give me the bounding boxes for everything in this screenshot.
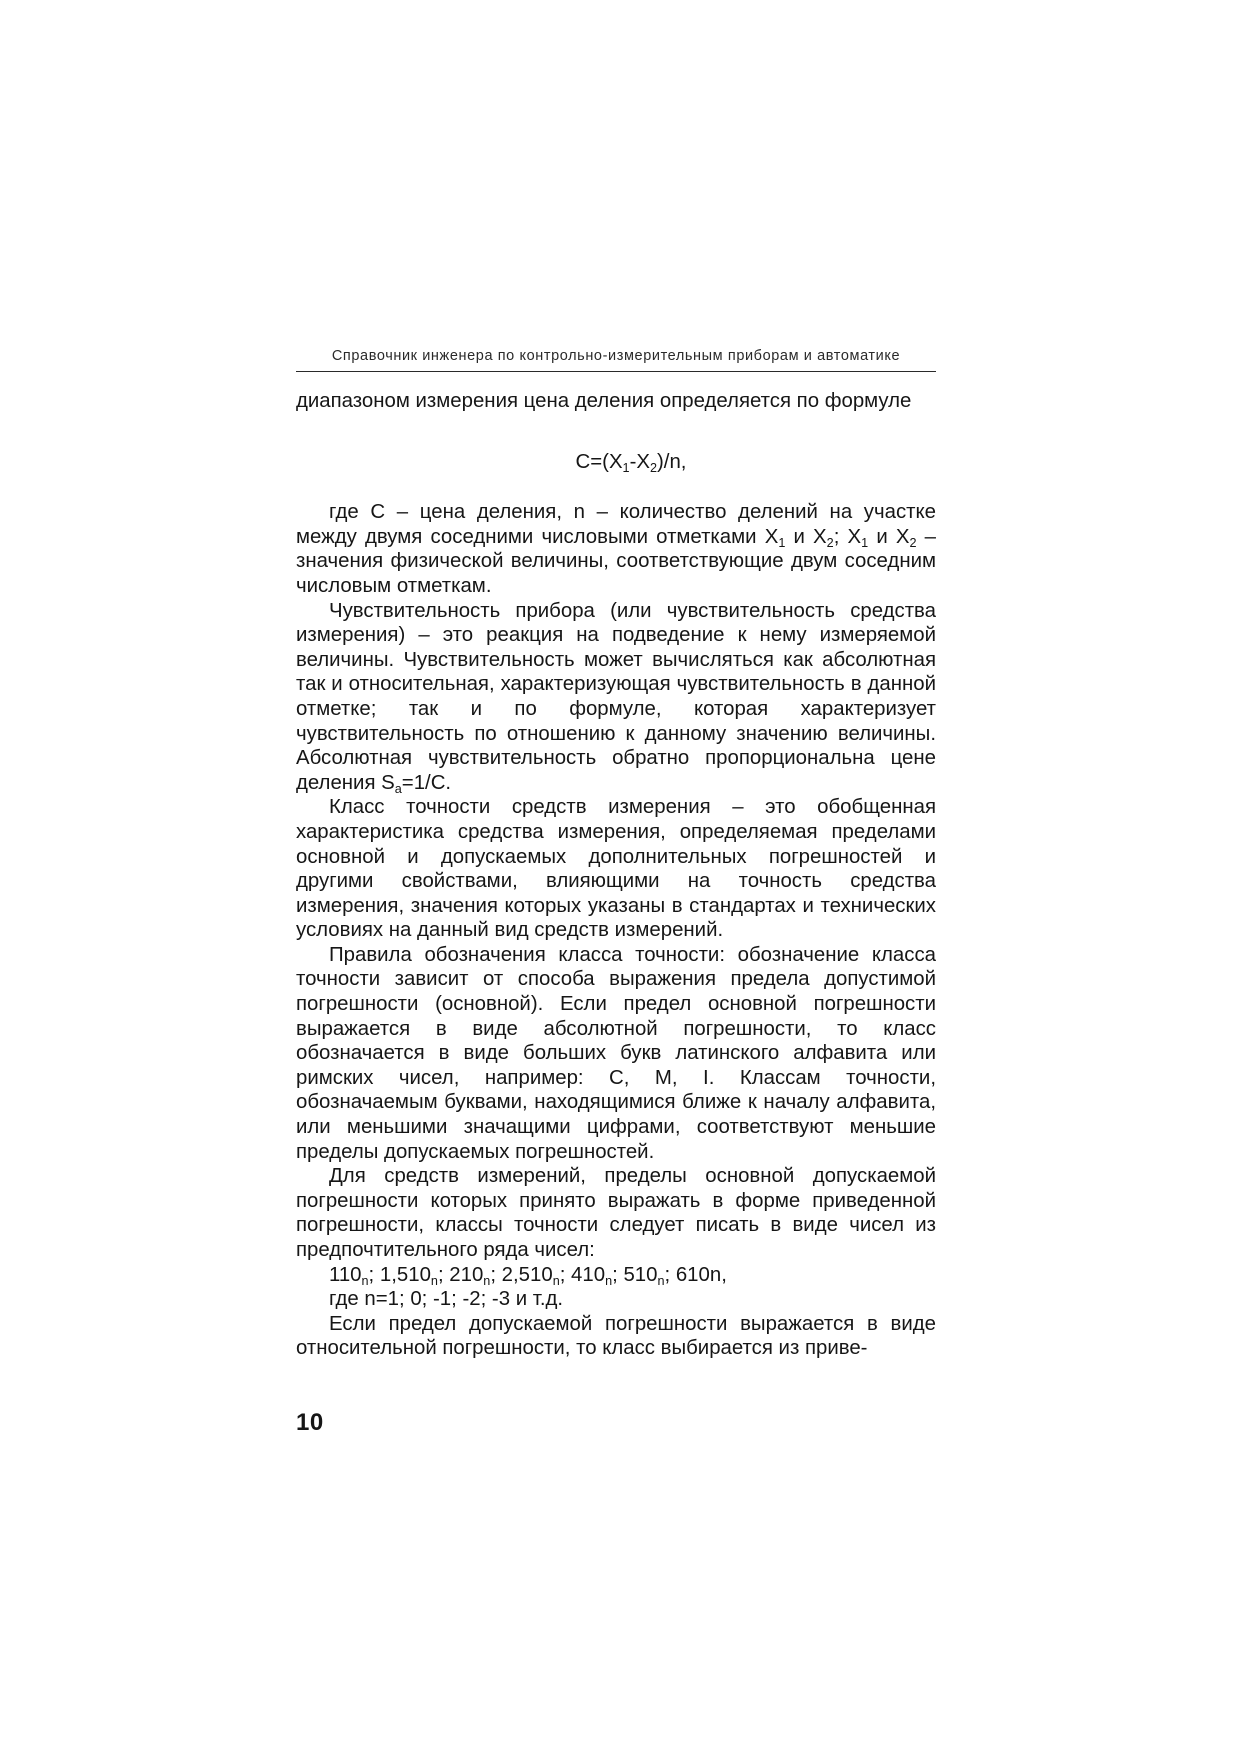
subscript: n xyxy=(361,1273,369,1288)
text-run: – значения физической величины, соответствующие двум соседним числовым отметкам. xyxy=(296,525,936,597)
subscript: n xyxy=(552,1273,560,1288)
formula-part: -X xyxy=(629,450,650,473)
subscript: n xyxy=(430,1273,438,1288)
text-run: Чувствительность прибора (или чувствительность средства измерения) – это реакция на подведение к нему измеряемой величины. Чувствительность может вычисляться как абсолютная так и относительная, характеризующая чувствительность в данной отметке; так и по формуле, которая характеризует чувствительность по отношению к данному значению величины. Абсолютная чувствительность обратно пропорциональна цене деления S xyxy=(296,599,936,794)
series-value: ; 1,510 xyxy=(368,1263,431,1286)
text-run: и X xyxy=(868,525,910,548)
subscript: 2 xyxy=(909,535,917,550)
designation-rules-paragraph: Правила обозначения класса точности: обозначение класса точности зависит от способа выражения предела допустимой погрешности (основной). Если предел основной погрешности выражается в виде абсолютной погрешности, то класс обозначается в виде больших букв латинского алфавита или римских чисел, например: C, M, I. Классам точности, обозначаемым буквами, находящимися ближе к началу алфавита, или меньшими значащими цифрами, соответствуют меньшие пределы допускаемых погрешностей. xyxy=(296,943,936,1163)
subscript: n xyxy=(605,1273,613,1288)
subscript: a xyxy=(394,781,402,796)
sensitivity-paragraph xyxy=(296,599,936,796)
formula-subscript: 2 xyxy=(649,460,657,475)
series-value: ; 2,510 xyxy=(490,1263,553,1286)
text-run: и X xyxy=(785,525,827,548)
subscript: n xyxy=(483,1273,491,1288)
text-run: ; X xyxy=(833,525,862,548)
subscript: 1 xyxy=(861,535,869,550)
subscript: 2 xyxy=(826,535,834,550)
text-run: =1/C. xyxy=(401,771,452,794)
body-text xyxy=(296,389,936,1361)
formula-part: C=(X xyxy=(575,450,623,473)
intro-paragraph: диапазоном измерения цена деления определяется по формуле xyxy=(296,390,912,412)
page-number: 10 xyxy=(296,1409,324,1436)
reduced-error-paragraph: Для средств измерений, пределы основной допускаемой погрешности которых принято выражать в форме приведенной погрешности, классы точности следует писать в виде чисел из предпочтительного ряда чисел: xyxy=(296,1165,936,1261)
series-value: ; 210 xyxy=(437,1263,484,1286)
division-value-formula xyxy=(326,450,936,475)
series-note: где n=1; 0; -1; -2; -3 и т.д. xyxy=(329,1288,564,1311)
series-value: ; 510 xyxy=(612,1263,658,1286)
preferred-number-series xyxy=(296,1263,936,1288)
relative-error-paragraph: Если предел допускаемой погрешности выражается в виде относительной погрешности, то класс выбирается из приве- xyxy=(296,1312,936,1360)
text-run: где C – цена деления, n – количество делений на участке между двумя соседними числовыми отметками X xyxy=(296,501,936,548)
series-value: ; 410 xyxy=(559,1263,606,1286)
formula-explanation-paragraph xyxy=(296,500,936,598)
series-value: ; 610n, xyxy=(664,1263,727,1286)
series-value: 110 xyxy=(329,1263,362,1286)
formula-subscript: 1 xyxy=(622,460,630,475)
subscript: n xyxy=(657,1273,665,1288)
running-header: Справочник инженера по контрольно-измерительным приборам и автоматике xyxy=(331,348,901,364)
formula-part: )/n, xyxy=(657,450,687,473)
accuracy-class-paragraph: Класс точности средств измерения – это обобщенная характеристика средства измерения, определяемая пределами основной и допускаемых дополнительных погрешностей и другими свойствами, влияющими на точность средства измерения, значения которых указаны в стандартах и технических условиях на данный вид средств измерений. xyxy=(296,796,936,942)
subscript: 1 xyxy=(778,535,786,550)
header-rule xyxy=(296,371,936,372)
